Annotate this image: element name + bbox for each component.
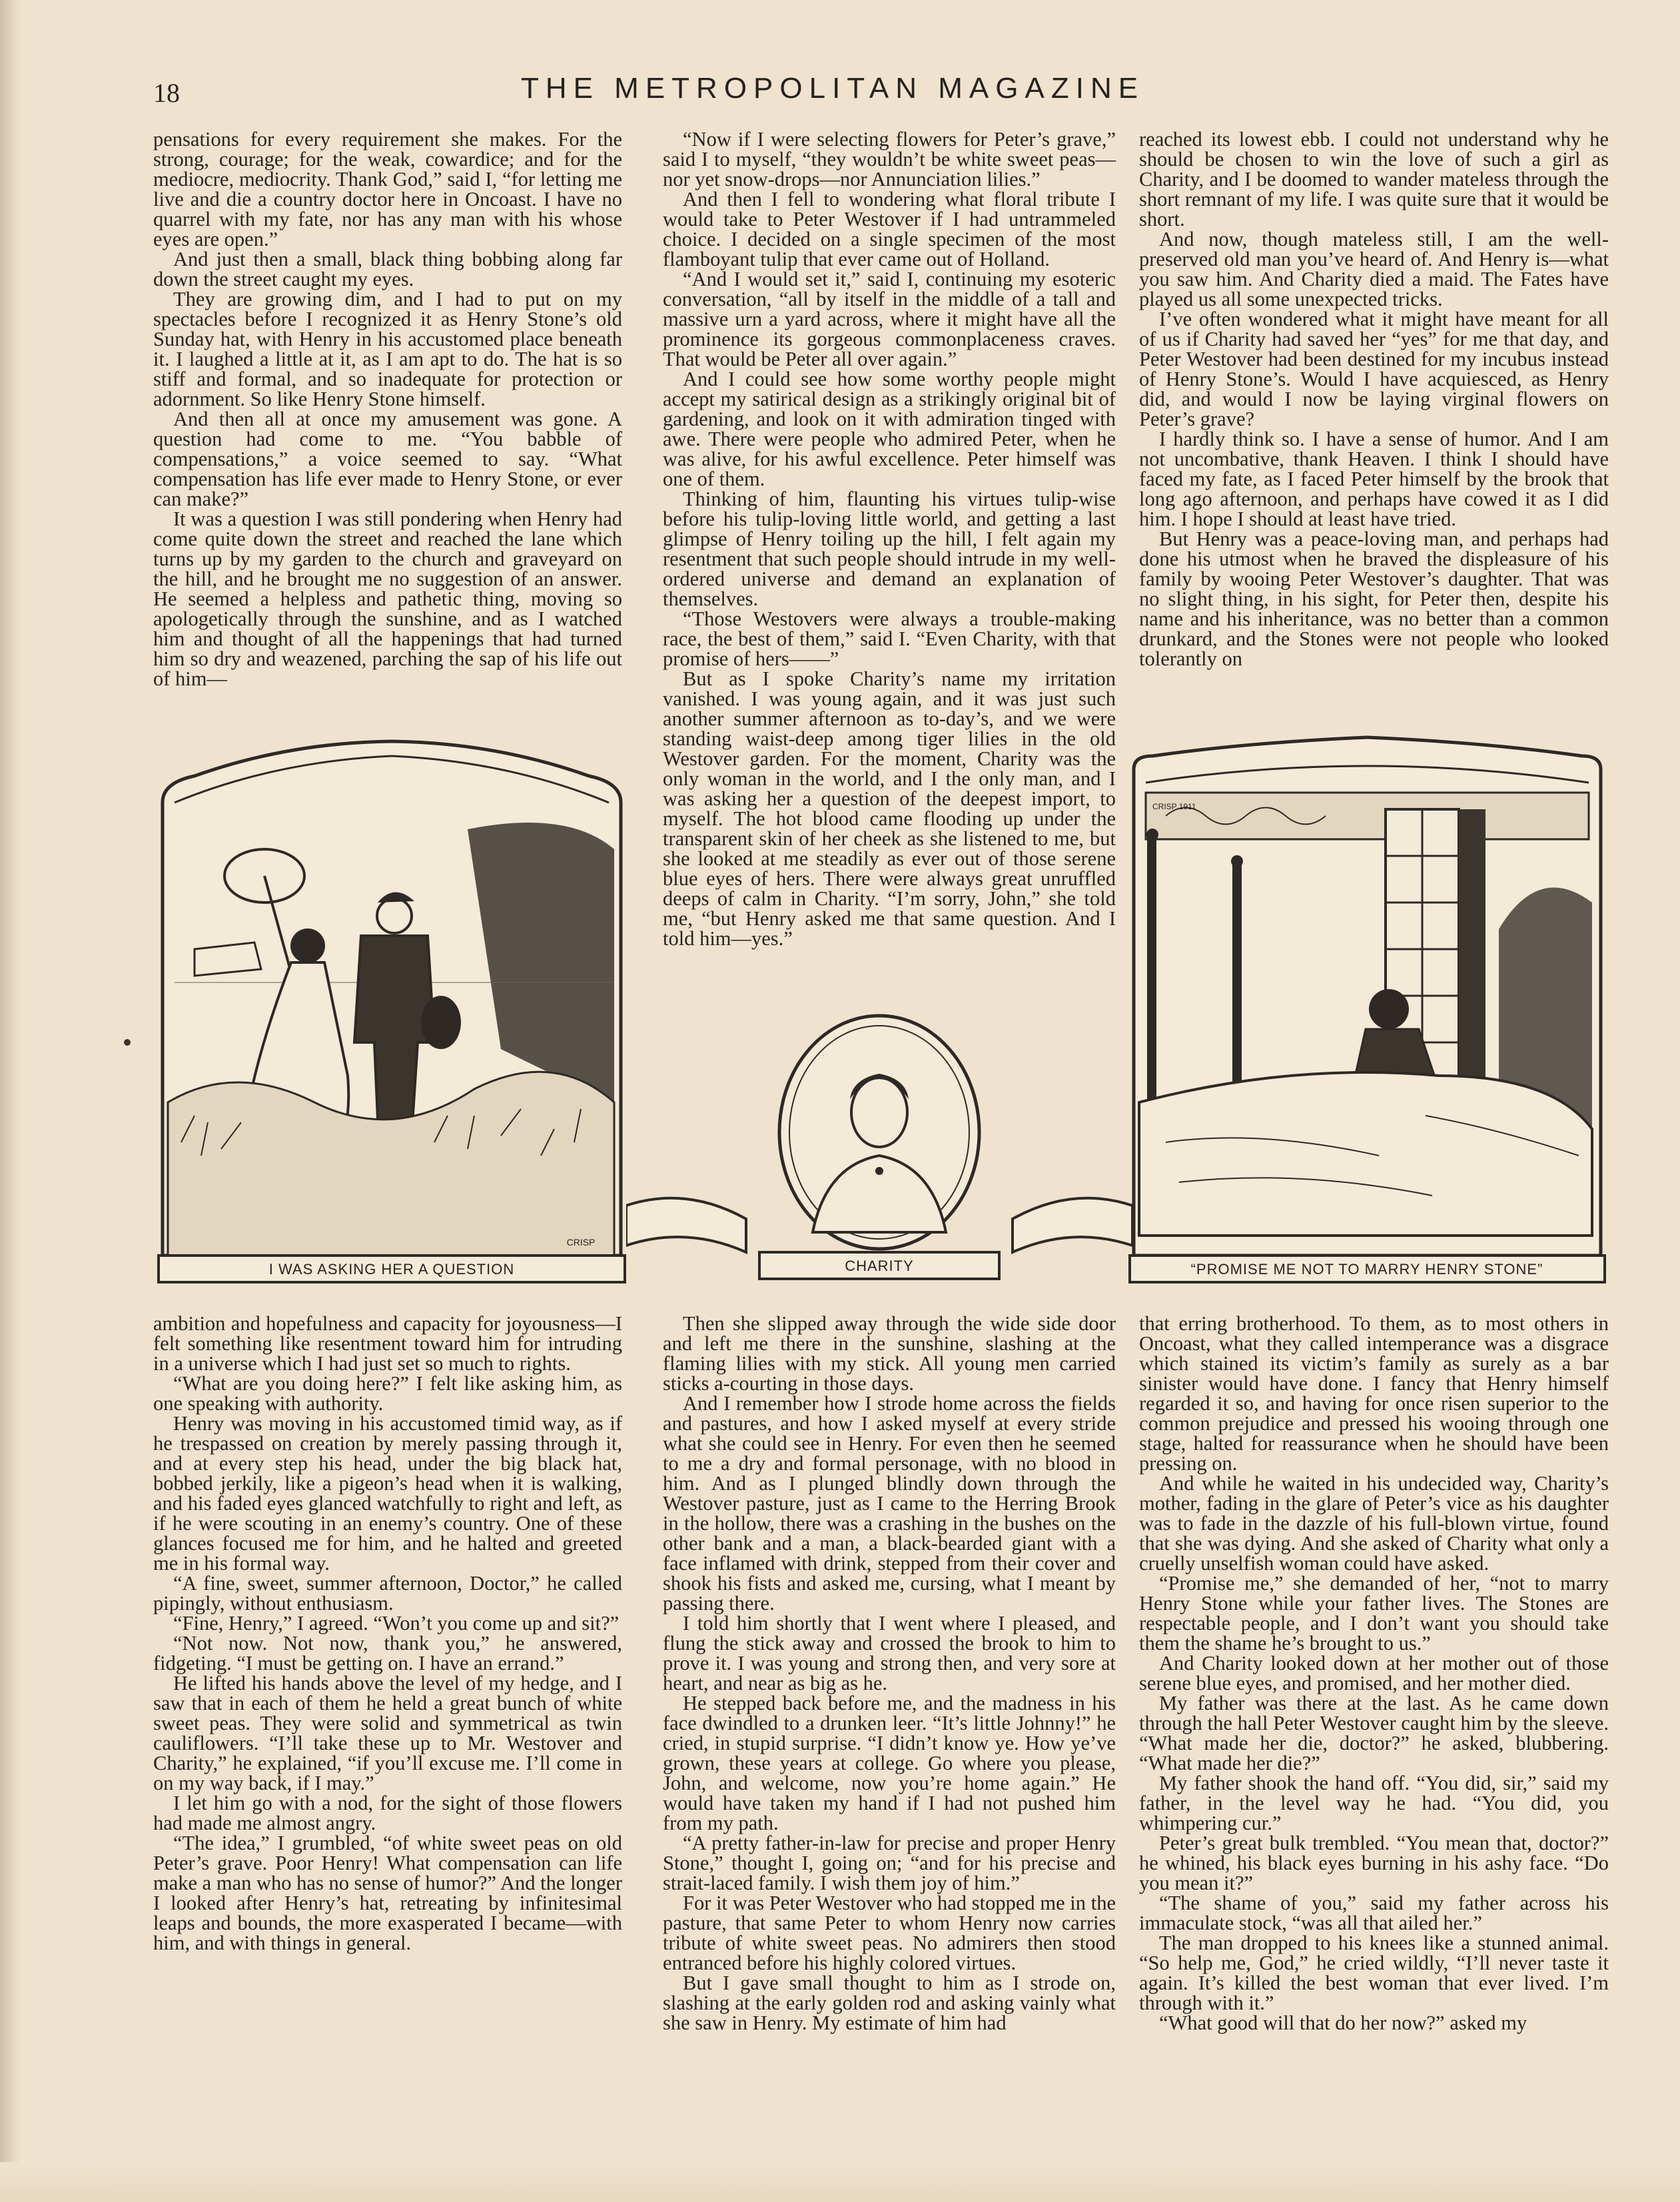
page-number: 18 bbox=[153, 78, 180, 108]
caption-promise-me: “PROMISE ME NOT TO MARRY HENRY STONE” bbox=[1190, 1261, 1543, 1278]
paragraph: “A fine, sweet, summer afternoon, Doctor,” he called pipingly, without enthusiasm. bbox=[153, 1572, 622, 1615]
paragraph: And now, though mateless still, I am the well-preserved old man you’ve heard of. And Henry is—what you saw him. And Charity died a maid. The Fates have played us all some unexpected tricks. bbox=[1139, 228, 1609, 310]
column-3-bottom bbox=[1139, 1313, 1609, 2079]
page-binding-edge bbox=[0, 0, 23, 2202]
paragraph: “Not now. Not now, thank you,” he answered, fidgeting. “I must be getting on. I have an errand.” bbox=[153, 1632, 622, 1674]
paragraph: “And I would set it,” said I, continuing my esoteric conversation, “all by itself in the middle of a tall and massive urn a yard across, where it might have all the prominence its gorgeous commonplaceness craves. That would be Peter all over again.” bbox=[663, 268, 1116, 370]
paragraph: It was a question I was still pondering when Henry had come quite down the street and reached the lane which turns up by my garden to the church and graveyard on the hill, and he brought me no suggestion of an answer. He seemed a helpless and pathetic thing, moving so apologetically through the sunshine, and as I watched him and thought of all the happenings that had turned him so dry and weazened, parching the sap of his life out of him— bbox=[153, 508, 622, 690]
artist-signature: CRISP 1911 bbox=[1152, 802, 1196, 811]
page-header bbox=[153, 72, 1512, 119]
column-3-top bbox=[1139, 129, 1609, 695]
paragraph: But I gave small thought to him as I strode on, slashing at the early golden rod and asking vainly what she saw in Henry. My estimate of him had bbox=[663, 1972, 1116, 2034]
paragraph: “The shame of you,” said my father across his immaculate stock, “was all that ailed her.” bbox=[1139, 1892, 1609, 1934]
paragraph: “What are you doing here?” I felt like asking him, as one speaking with authority. bbox=[153, 1372, 622, 1415]
paragraph: “Now if I were selecting flowers for Peter’s grave,” said I to myself, “they wouldn’t be white sweet peas—nor yet snow-drops—nor Annunciation lilies.” bbox=[663, 128, 1116, 190]
paragraph: “Promise me,” she demanded of her, “not to marry Henry Stone while your father lives. The Stones are respectable people, and I don’t want you should take them the shame he’s brought to us.” bbox=[1139, 1572, 1609, 1654]
illustration-charity-portrait bbox=[626, 1012, 1132, 1292]
paragraph: I’ve often wondered what it might have meant for all of us if Charity had saved her “yes” for me that day, and Peter Westover had been destined for my incubus instead of Henry Stone’s. Would I have acquiesced, as Henry did, and would I now be laying virginal flowers on Peter’s grave? bbox=[1139, 308, 1609, 430]
paragraph: And while he waited in his undecided way, Charity’s mother, fading in the glare of Peter’s vice as his daughter was to fade in the dazzle of his full-blown virtue, found that she was dying. And she asked of Charity what only a cruelly unselfish woman could have asked. bbox=[1139, 1472, 1609, 1575]
paragraph: And Charity looked down at her mother out of those serene blue eyes, and promised, and her mother died. bbox=[1139, 1652, 1609, 1694]
artist-signature: CRISP bbox=[566, 1237, 596, 1248]
paragraph: that erring brotherhood. To them, as to most others in Oncoast, what they called intemperance was a disgrace which stained its victim’s family as surely as a bar sinister would have done. I fancy that Henry himself regarded it so, and having for once risen superior to the common prejudice and pressed his wooing through one stage, halted for reassurance when he should have been pressing on. bbox=[1139, 1312, 1609, 1475]
column-1-top bbox=[153, 129, 622, 695]
paragraph: Thinking of him, flaunting his virtues tulip-wise before his tulip-loving little world, and getting a last glimpse of Henry toiling up the hill, I felt again my resentment that such people should intrude in my well-ordered universe and demand an explanation of themselves. bbox=[663, 488, 1116, 610]
paragraph: The man dropped to his knees like a stunned animal. “So help me, God,” he cried wildly, “I’ll never taste it again. It’s killed the best woman that ever lived. I’m through with it.” bbox=[1139, 1932, 1609, 2014]
paragraph: My father was there at the last. As he came down through the hall Peter Westover caught him by the sleeve. “What made her die, doctor?” he asked, blubbering. “What made her die?” bbox=[1139, 1692, 1609, 1774]
paragraph: But as I spoke Charity’s name my irritation vanished. I was young again, and it was just such another summer afternoon as to-day’s, and we were standing waist-deep among tiger lilies in the old Westover garden. For the moment, Charity was the only woman in the world, and I the only man, and I was asking her a question of the deepest import, to myself. The hot blood came flooding up under the transparent skin of her cheek as she listened to me, but she looked at me steadily as ever out of those serene blue eyes of hers. There were always great unruffled deeps of calm in Charity. “I’m sorry, John,” she told me, “but Henry asked me that same question. And I told him—yes.” bbox=[663, 667, 1116, 950]
illustration-asking-question bbox=[155, 729, 629, 1292]
paragraph: But Henry was a peace-loving man, and perhaps had done his utmost when he braved the displeasure of his family by wooing Peter Westover’s daughter. That was no slight thing, in his sight, for Peter then, despite his name and his inheritance, was no better than a common drunkard, and the Stones were not people who looked tolerantly on bbox=[1139, 528, 1609, 670]
paragraph: And just then a small, black thing bobbing along far down the street caught my eyes. bbox=[153, 248, 622, 290]
paragraph: I hardly think so. I have a sense of humor. And I am not uncombative, thank Heaven. I think I should have faced my fate, as I faced Peter himself by the brook that long ago afternoon, and perhaps have cowed it as I did him. I hope I should at least have tried. bbox=[1139, 428, 1609, 530]
paragraph: reached its lowest ebb. I could not understand why he should be chosen to win the love of such a girl as Charity, and I be doomed to wander mateless through the short remnant of my life. I was quite sure that it would be short. bbox=[1139, 128, 1609, 230]
paragraph: I told him shortly that I went where I pleased, and flung the stick away and crossed the brook to him to prove it. I was young and strong then, and very sore at heart, and near as big as he. bbox=[663, 1612, 1116, 1694]
paragraph: And I could see how some worthy people might accept my satirical design as a strikingly original bit of gardening, and look on it with admiration tinged with awe. There were people who admired Peter, when he was alive, for his awful excellence. Peter himself was one of them. bbox=[663, 368, 1116, 490]
column-1-bottom bbox=[153, 1313, 622, 2079]
paragraph: ambition and hopefulness and capacity for joyousness—I felt something like resentment toward him for intruding in a universe which I had just set so much to rights. bbox=[153, 1312, 622, 1375]
paragraph: And then all at once my amusement was gone. A question had come to me. “You babble of compensations,” a voice seemed to say. “What compensation has life ever made to Henry Stone, or ever can make?” bbox=[153, 408, 622, 510]
paragraph: “What good will that do her now?” asked my bbox=[1159, 2012, 1527, 2034]
paragraph: Henry was moving in his accustomed timid way, as if he trespassed on creation by merely passing through it, and at every step his head, under the big black hat, bobbed jerkily, like a pigeon’s head when it is walking, and his faded eyes glanced watchfully to right and left, as if he were scouting in an enemy’s country. One of these glances focused me for him, and he halted and greeted me in his formal way. bbox=[153, 1412, 622, 1575]
paragraph: “Fine, Henry,” I agreed. “Won’t you come up and sit?” bbox=[173, 1612, 620, 1635]
magazine-title: THE METROPOLITAN MAGAZINE bbox=[520, 72, 1145, 105]
paragraph: And I remember how I strode home across the fields and pastures, and how I asked myself at every stride what she could see in Henry. For even then he seemed to me a dry and formal personage, with no blood in him. And as I plunged blindly down through the Westover pasture, just as I came to the Herring Brook in the hollow, there was a crashing in the bushes on the other bank and a man, a black-bearded giant with a face inflamed with drink, stepped from their cover and shook his fists and asked me, cursing, what I meant by passing there. bbox=[663, 1392, 1116, 1615]
column-2-top bbox=[663, 129, 1116, 988]
paragraph: They are growing dim, and I had to put on my spectacles before I recognized it as Henry Stone’s old Sunday hat, with Henry in his accustomed place beneath it. I laughed a little at it, as I am apt to do. The hat is so stiff and formal, and so inadequate for protection or adornment. So like Henry Stone himself. bbox=[153, 288, 622, 410]
paragraph: I let him go with a nod, for the sight of those flowers had made me almost angry. bbox=[153, 1792, 622, 1834]
paragraph: “A pretty father-in-law for precise and proper Henry Stone,” thought I, going on; “and for his precise and strait-laced family. I wish them joy of him.” bbox=[663, 1832, 1116, 1894]
page-bottom-margin bbox=[0, 2162, 1680, 2202]
ink-dot bbox=[124, 1039, 131, 1046]
paragraph: He stepped back before me, and the madness in his face dwindled to a drunken leer. “It’s little Johnny!” he cried, in stupid surprise. “I didn’t know ye. How ye’ve grown, these years at college. Go where you please, John, and welcome, now you’re home again.” He would have taken my hand if I had not pushed him from my path. bbox=[663, 1692, 1116, 1834]
paragraph: “The idea,” I grumbled, “of white sweet peas on old Peter’s grave. Poor Henry! What compensation can life make a man who has no sense of humor?” And the longer I looked after Henry’s hat, retreating by infinitesimal leaps and bounds, the more exasperated I became—with him, and with things in general. bbox=[153, 1832, 622, 1954]
paragraph: Peter’s great bulk trembled. “You mean that, doctor?” he whined, his black eyes burning in his ashy face. “Do you mean it?” bbox=[1139, 1832, 1609, 1894]
caption-asking-question: I WAS ASKING HER A QUESTION bbox=[268, 1261, 515, 1278]
caption-charity: CHARITY bbox=[845, 1258, 914, 1274]
paragraph: And then I fell to wondering what floral tribute I would take to Peter Westover if I had untrammeled choice. I decided on a single specimen of the most flamboyant tulip that ever came out of Holland. bbox=[663, 188, 1116, 270]
paragraph: My father shook the hand off. “You did, sir,” said my father, in the level way he had. “You did, you whimpering cur.” bbox=[1139, 1772, 1609, 1834]
illustration-promise-me bbox=[1126, 729, 1609, 1292]
paragraph: pensations for every requirement she makes. For the strong, courage; for the weak, cowardice; and for the mediocre, mediocrity. Thank God,” said I, “for letting me live and die a country doctor here in Oncoast. I have no quarrel with my fate, nor has any man with his whose eyes are open.” bbox=[153, 128, 622, 250]
paragraph: “Those Westovers were always a trouble-making race, the best of them,” said I. “Even Charity, with that promise of hers——” bbox=[663, 607, 1116, 670]
paragraph: Then she slipped away through the wide side door and left me there in the sunshine, slashing at the flaming lilies with my stick. All young men carried sticks a-courting in those days. bbox=[663, 1312, 1116, 1395]
paragraph: He lifted his hands above the level of my hedge, and I saw that in each of them he held a great bunch of white sweet peas. They were solid and symmetrical as twin cauliflowers. “I’ll take these up to Mr. Westover and Charity,” he explained, “if you’ll excuse me. I’ll come in on my way back, if I may.” bbox=[153, 1672, 622, 1794]
column-2-bottom bbox=[663, 1313, 1116, 2079]
paragraph: For it was Peter Westover who had stopped me in the pasture, that same Peter to whom Henry now carries tribute of white sweet peas. No admirers then stood entranced before his highly colored virtues. bbox=[663, 1892, 1116, 1974]
